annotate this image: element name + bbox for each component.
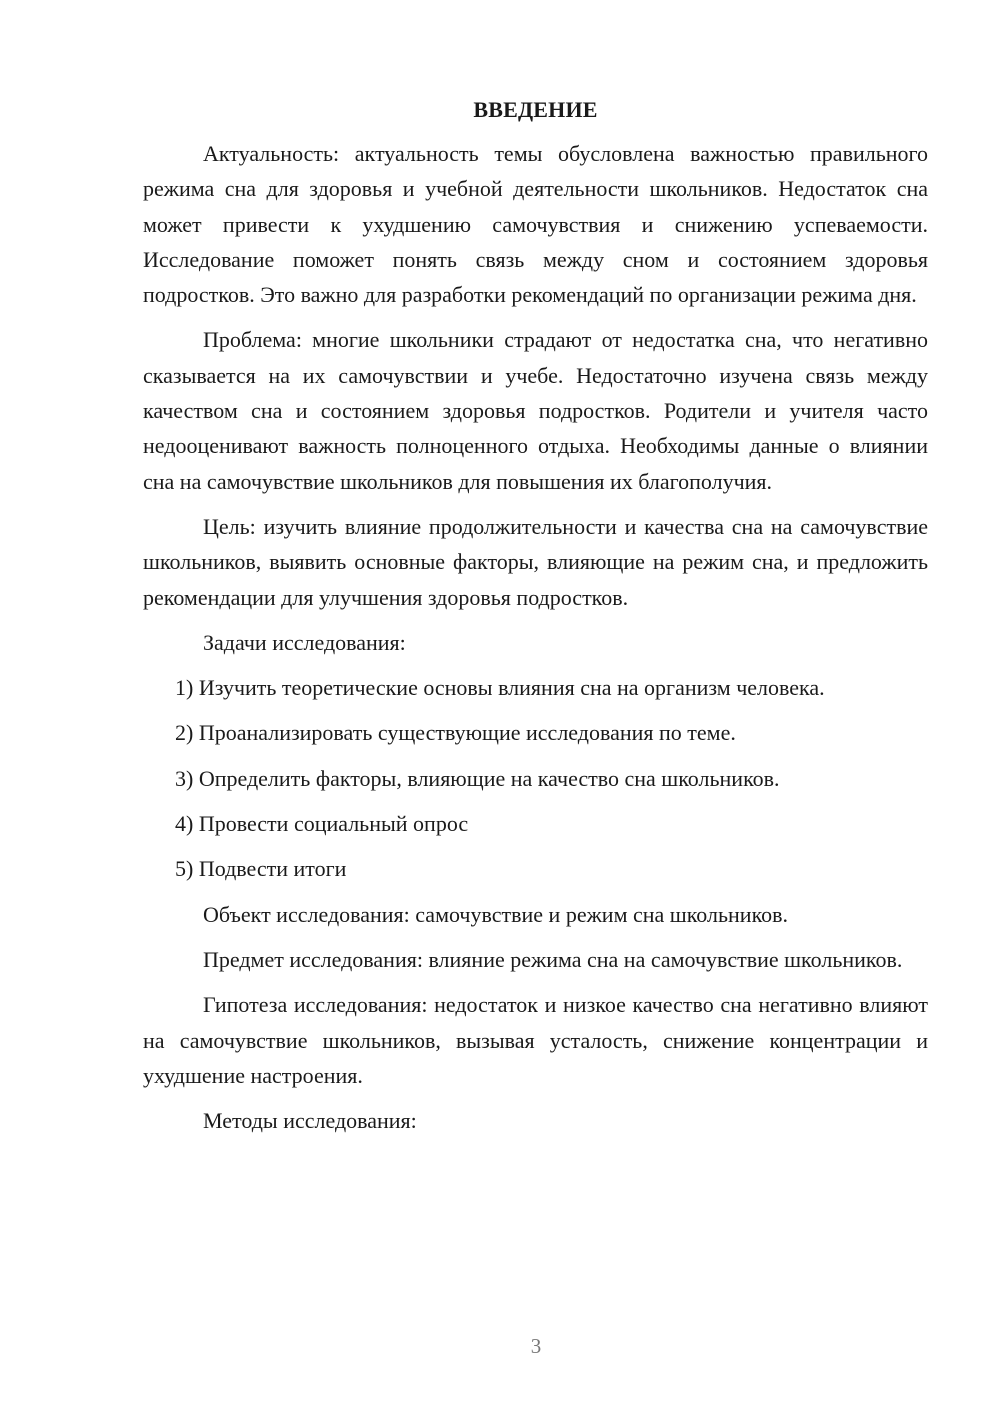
task-item: 5) Подвести итоги	[175, 856, 347, 882]
goal-paragraph: Цель: изучить влияние продолжительности и качества сна на самочувствие школьников, выявить основные факторы, влияющие на режим сна, и предложить рекомендации для улучшения здоровья подростков.	[143, 513, 928, 610]
task-item: 2) Проанализировать существующие исследования по теме.	[175, 720, 736, 746]
tasks-list	[143, 670, 928, 886]
page-number: 3	[530, 1334, 542, 1358]
relevance-paragraph: Актуальность: актуальность темы обусловлена важностью правильного режима сна для здоровья и учебной деятельности школьников. Недостаток сна может привести к ухудшению самочувствия и снижению успеваемости. Исследование поможет понять связь между сном и состоянием здоровья подростков. Это важно для разработки рекомендаций по организации режима дня.	[143, 141, 928, 308]
methods-heading: Методы исследования:	[203, 1108, 417, 1134]
object-paragraph: Объект исследования: самочувствие и режим сна школьников.	[203, 901, 789, 927]
problem-paragraph: Проблема: многие школьники страдают от недостатка сна, что негативно сказывается на их самочувствии и учебе. Недостаточно изучена связь между качеством сна и состоянием здоровья подростков. Родители и учителя часто недооценивают важность полноценного отдыха. Необходимы данные о влиянии сна на самочувствие школьников для повышения их благополучия.	[143, 327, 928, 494]
subject-paragraph: Предмет исследования: влияние режима сна на самочувствие школьников.	[203, 946, 903, 972]
hypothesis-paragraph: Гипотеза исследования: недостаток и низкое качество сна негативно влияют на самочувствие школьников, вызывая усталость, снижение концентрации и ухудшение настроения.	[143, 992, 928, 1088]
tasks-heading: Задачи исследования:	[203, 629, 406, 655]
task-item: 3) Определить факторы, влияющие на качество сна школьников.	[175, 765, 780, 791]
task-item: 4) Провести социальный опрос	[175, 811, 469, 837]
task-item: 1) Изучить теоретические основы влияния сна на организм человека.	[175, 675, 825, 701]
section-title: ВВЕДЕНИЕ	[473, 97, 598, 122]
page-content	[143, 92, 928, 1138]
